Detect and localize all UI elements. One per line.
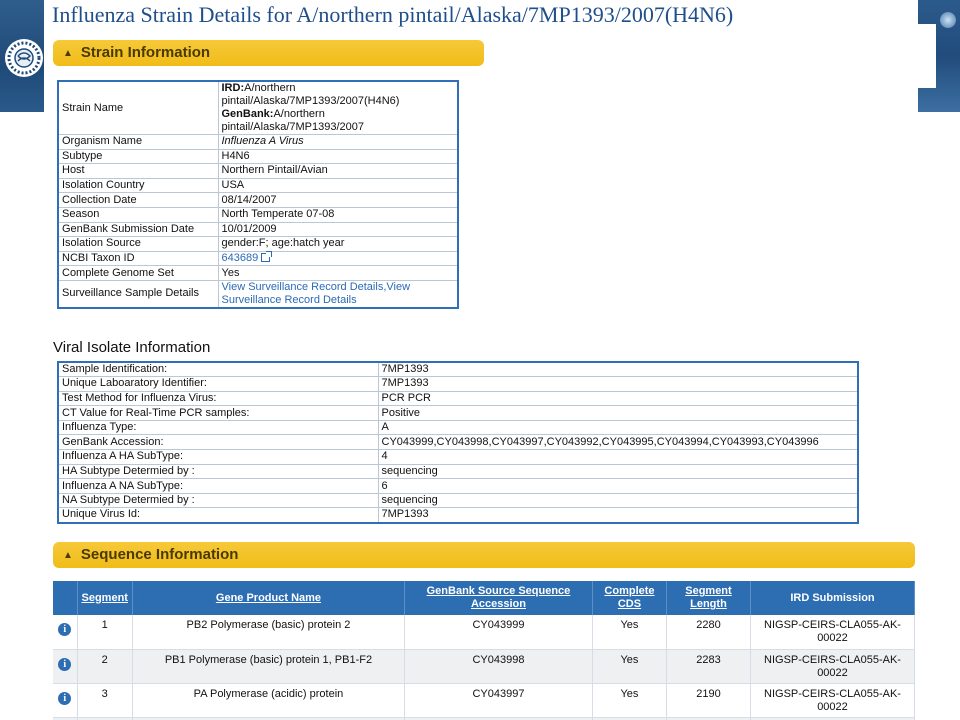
row-value: CY043999,CY043998,CY043997,CY043992,CY043995,CY043994,CY043993,CY043996	[378, 435, 858, 450]
row-value: 4	[378, 450, 858, 465]
logo-emblem-icon	[4, 28, 44, 88]
site-logo	[0, 0, 44, 112]
row-value: North Temperate 07-08	[218, 207, 458, 222]
row-value: USA	[218, 178, 458, 193]
table-row	[58, 280, 458, 308]
length-cell: 2190	[666, 683, 750, 717]
accession-cell: CY043999	[404, 615, 592, 649]
table-header-row	[53, 581, 915, 615]
length-cell: 2283	[666, 649, 750, 683]
row-label: Isolation Country	[58, 178, 218, 193]
info-icon[interactable]: i	[58, 658, 71, 671]
banner-orb	[940, 12, 956, 28]
segment-cell: 1	[77, 615, 132, 649]
segment-cell: 3	[77, 683, 132, 717]
table-row	[58, 377, 858, 392]
segment-cell: 2	[77, 649, 132, 683]
row-label: Isolation Source	[58, 237, 218, 252]
row-label: Influenza Type:	[58, 420, 378, 435]
external-link-icon[interactable]	[261, 253, 270, 262]
table-row	[58, 178, 458, 193]
row-label: Organism Name	[58, 135, 218, 150]
row-label: HA Subtype Determied by :	[58, 464, 378, 479]
gene-cell: PA Polymerase (acidic) protein	[132, 683, 404, 717]
table-row	[58, 222, 458, 237]
column-header-segment-length[interactable]: Segment Length	[666, 581, 750, 615]
table-row	[58, 391, 858, 406]
strain-name-value	[218, 81, 458, 135]
table-row	[58, 266, 458, 281]
collapse-triangle-icon: ▲	[63, 550, 73, 561]
column-header-gene-product[interactable]: Gene Product Name	[132, 581, 404, 615]
surveillance-record-link[interactable]: View Surveillance Record Details,View Surveillance Record Details	[221, 280, 411, 306]
row-value: Yes	[218, 266, 458, 281]
row-value: PCR PCR	[378, 391, 858, 406]
ird-cell: NIGSP-CEIRS-CLA055-AK-00022	[750, 615, 914, 649]
row-label: NA Subtype Determied by :	[58, 493, 378, 508]
table-row	[58, 464, 858, 479]
row-value: A	[378, 420, 858, 435]
row-label: Season	[58, 207, 218, 222]
sequence-section-header[interactable]	[53, 542, 915, 568]
genbank-value: A/northern pintail/Alaska/7MP1393/2007	[221, 108, 364, 133]
ird-value: A/northern pintail/Alaska/7MP1393/2007(H4N6)	[221, 82, 400, 107]
row-value: Northern Pintail/Avian	[218, 164, 458, 179]
row-label: GenBank Accession:	[58, 435, 378, 450]
row-label: Surveillance Sample Details	[58, 280, 218, 308]
table-row	[58, 193, 458, 208]
row-value	[218, 280, 458, 308]
row-label: Host	[58, 164, 218, 179]
table-row	[53, 649, 915, 683]
accession-cell: CY043997	[404, 683, 592, 717]
table-row	[58, 420, 858, 435]
row-value: Positive	[378, 406, 858, 421]
table-row	[58, 164, 458, 179]
row-value: H4N6	[218, 149, 458, 164]
banner-panel	[918, 24, 936, 88]
info-cell	[53, 649, 77, 683]
column-header-accession[interactable]: GenBank Source Sequence Accession	[404, 581, 592, 615]
cds-cell: Yes	[592, 649, 666, 683]
strain-section-header[interactable]	[53, 40, 484, 66]
page-title: Influenza Strain Details for A/northern pintail/Alaska/7MP1393/2007(H4N6)	[52, 2, 734, 27]
strain-section-title: Strain Information	[80, 44, 211, 61]
table-row	[53, 683, 915, 717]
sequence-table	[53, 581, 915, 720]
row-label: Influenza A NA SubType:	[58, 479, 378, 494]
cds-cell: Yes	[592, 683, 666, 717]
row-value: 7MP1393	[378, 377, 858, 392]
sequence-table-container	[53, 581, 915, 720]
row-label: Influenza A HA SubType:	[58, 450, 378, 465]
row-value	[218, 251, 458, 266]
row-label: Complete Genome Set	[58, 266, 218, 281]
header-banner	[918, 0, 960, 112]
sequence-section-title: Sequence Information	[80, 546, 239, 563]
column-header-segment[interactable]: Segment	[77, 581, 132, 615]
info-cell	[53, 615, 77, 649]
table-row	[58, 493, 858, 508]
row-label: Collection Date	[58, 193, 218, 208]
row-value	[218, 135, 458, 150]
table-row	[58, 508, 858, 523]
info-cell	[53, 683, 77, 717]
info-icon[interactable]: i	[58, 692, 71, 705]
gene-cell: PB2 Polymerase (basic) protein 2	[132, 615, 404, 649]
column-header-ird-submission: IRD Submission	[750, 581, 914, 615]
column-header-complete-cds[interactable]: Complete CDS	[592, 581, 666, 615]
cds-cell: Yes	[592, 615, 666, 649]
length-cell: 2280	[666, 615, 750, 649]
row-value: sequencing	[378, 493, 858, 508]
row-value: 7MP1393	[378, 362, 858, 377]
table-row	[58, 406, 858, 421]
row-value: sequencing	[378, 464, 858, 479]
collapse-triangle-icon: ▲	[63, 48, 73, 59]
viral-isolate-heading: Viral Isolate Information	[53, 339, 211, 356]
strain-info-table	[57, 80, 459, 309]
ird-cell: NIGSP-CEIRS-CLA055-AK-00022	[750, 649, 914, 683]
row-value: 10/01/2009	[218, 222, 458, 237]
gene-cell: PB1 Polymerase (basic) protein 1, PB1-F2	[132, 649, 404, 683]
table-row	[58, 135, 458, 150]
table-row	[58, 479, 858, 494]
row-value: 08/14/2007	[218, 193, 458, 208]
organism-name-value: Influenza A Virus	[221, 135, 304, 148]
row-value: 7MP1393	[378, 508, 858, 523]
row-label: Sample Identification:	[58, 362, 378, 377]
info-column-header	[53, 581, 77, 615]
row-label: CT Value for Real-Time PCR samples:	[58, 406, 378, 421]
table-row	[58, 362, 858, 377]
genbank-label: GenBank:	[221, 108, 274, 120]
row-label: Subtype	[58, 149, 218, 164]
table-row	[58, 149, 458, 164]
info-icon[interactable]: i	[58, 623, 71, 636]
table-row	[58, 435, 858, 450]
row-label: Test Method for Influenza Virus:	[58, 391, 378, 406]
row-label: Strain Name	[58, 81, 218, 135]
row-label: Unique Virus Id:	[58, 508, 378, 523]
accession-cell: CY043998	[404, 649, 592, 683]
viral-isolate-table	[57, 361, 859, 524]
row-value: 6	[378, 479, 858, 494]
table-row	[58, 237, 458, 252]
row-label: Unique Laboaratory Identifier:	[58, 377, 378, 392]
table-row	[58, 251, 458, 266]
ncbi-taxon-link[interactable]: 643689	[221, 252, 259, 265]
ird-cell: NIGSP-CEIRS-CLA055-AK-00022	[750, 683, 914, 717]
table-row	[53, 615, 915, 649]
table-row	[58, 450, 858, 465]
row-label: NCBI Taxon ID	[58, 251, 218, 266]
ird-label: IRD:	[221, 82, 245, 94]
table-row	[58, 81, 458, 135]
row-label: GenBank Submission Date	[58, 222, 218, 237]
table-row	[58, 207, 458, 222]
row-value: gender:F; age:hatch year	[218, 237, 458, 252]
